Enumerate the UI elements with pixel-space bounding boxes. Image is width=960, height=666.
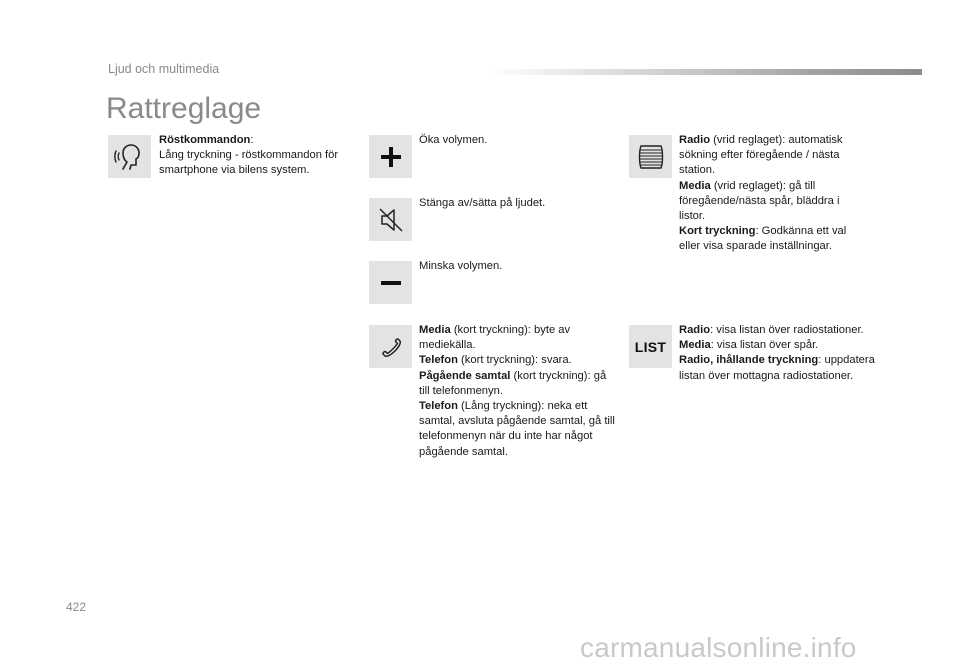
list-text-media: : visa listan över spår. — [710, 339, 819, 352]
minus-icon — [369, 261, 412, 304]
list-term-radio: Radio — [679, 324, 711, 336]
phone-term-telefon: Telefon — [419, 354, 458, 367]
phone-text-telefon-long: (Lång tryckning): neka ett samtal, avsluta pågående samtal, gå till telefonmenyn när du inte har något pågående samtal. — [419, 400, 615, 458]
volume-up-text: Öka volymen. — [419, 134, 488, 146]
phone-term-call: Pågående samtal — [419, 369, 511, 382]
phone-term-media: Media — [419, 324, 451, 336]
phone-text-media: (kort tryckning): byte av mediekälla. — [419, 324, 571, 352]
page-number: 422 — [66, 600, 87, 614]
header-rule — [488, 69, 922, 75]
list-text-radio: : visa listan över radiostationer. — [710, 324, 864, 336]
phone-text-call: (kort tryckning): gå till telefonmenyn. — [419, 369, 607, 397]
voice-command-icon — [108, 135, 151, 178]
thumbwheel-text-radio: (vrid reglaget): automatisk sökning efter föregående / nästa station. — [679, 134, 843, 177]
thumbwheel-term-media: Media — [679, 179, 711, 192]
voice-colon: : — [250, 134, 254, 146]
list-icon — [629, 325, 672, 368]
thumbwheel-text-media: (vrid reglaget): gå till föregående/nästa spår, bläddra i listor. — [679, 179, 840, 223]
phone-icon — [369, 325, 412, 368]
thumbwheel-text-short: : Godkänna ett val eller visa sparade inställningar. — [679, 225, 847, 253]
mute-text: Stänga av/sätta på ljudet. — [419, 197, 546, 209]
thumbwheel-term-radio: Radio — [679, 134, 711, 146]
list-term-hold: Radio, ihållande tryckning — [679, 354, 819, 367]
phone-term-telefon-long: Telefon — [419, 400, 458, 413]
phone-description — [419, 323, 615, 460]
plus-icon — [369, 135, 412, 178]
list-icon-label: LIST — [634, 338, 667, 355]
section-label: Ljud och multimedia — [108, 62, 220, 76]
volume-down-text: Minska volymen. — [419, 260, 503, 272]
watermark: carmanualsonline.info — [580, 632, 857, 663]
mute-icon — [369, 198, 412, 241]
thumbwheel-term-short: Kort tryckning — [679, 225, 756, 238]
list-term-media: Media — [679, 339, 711, 352]
list-text-hold: : uppdatera listan över mottagna radiostationer. — [679, 354, 875, 382]
thumbwheel-description — [679, 133, 857, 255]
voice-command-description — [159, 133, 349, 179]
list-description — [679, 323, 879, 384]
thumbwheel-icon — [629, 135, 672, 178]
page-title: Rattreglage — [106, 92, 262, 125]
voice-command-text: Lång tryckning - röstkommandon för smartphone via bilens system. — [159, 149, 339, 177]
voice-command-title: Röstkommandon — [159, 134, 251, 146]
phone-text-telefon: (kort tryckning): svara. — [457, 354, 572, 367]
